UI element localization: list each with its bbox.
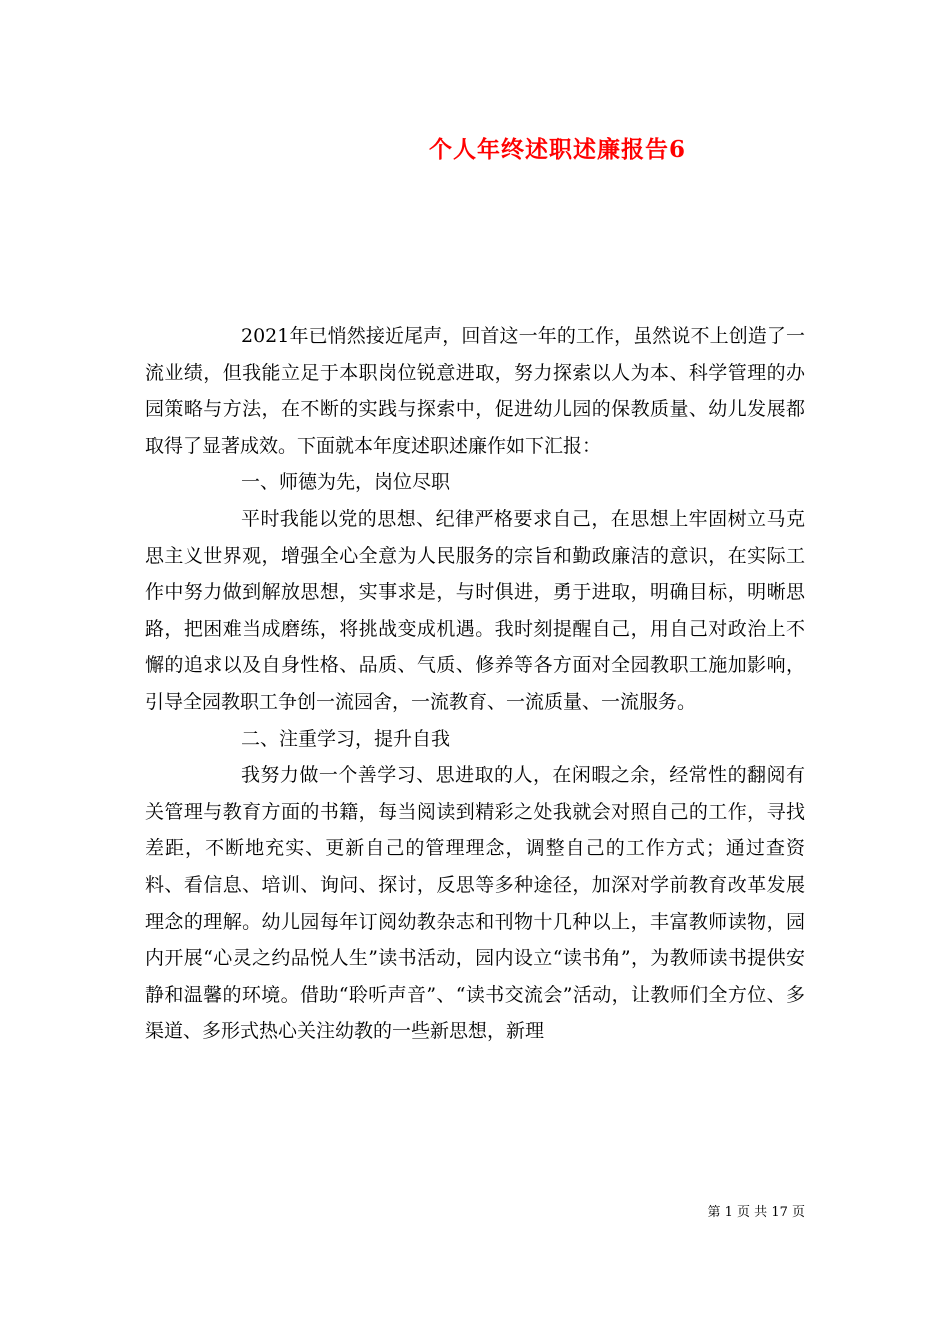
document-title (0, 132, 950, 168)
paragraph-intro: 2021年已悄然接近尾声，回首这一年的工作，虽然说不上创造了一流业绩，但我能立足于本职岗位锐意进取，努力探索以人为本、科学管理的办园策略与方法，在不断的实践与探索中，促进幼儿园的保教质量、幼儿发展都取得了显著成效。下面就本年度述职述廉作如下汇报： (145, 325, 805, 457)
paragraph-section-1: 平时我能以党的思想、纪律严格要求自己，在思想上牢固树立马克思主义世界观，增强全心全意为人民服务的宗旨和勤政廉洁的意识，在实际工作中努力做到解放思想，实事求是，与时俱进，勇于进取，明确目标，明晰思路，把困难当成磨练，将挑战变成机遇。我时刻提醒自己，用自己对政治上不懈的追求以及自身性格、品质、气质、修养等各方面对全园教职工施加影响，引导全园教职工争创一流园舍，一流教育、一流质量、一流服务。 (145, 507, 805, 713)
document-body (145, 318, 805, 1050)
paragraph-section-2: 我努力做一个善学习、思进取的人，在闲暇之余，经常性的翻阅有关管理与教育方面的书籍，每当阅读到精彩之处我就会对照自己的工作，寻找差距，不断地充实、更新自己的管理理念，调整自己的工作方式；通过查资料、看信息、培训、询问、探讨，反思等多种途径，加深对学前教育改革发展理念的理解。幼儿园每年订阅幼教杂志和刊物十几种以上，丰富教师读物，园内开展“心灵之约品悦人生”读书活动，园内设立“读书角”，为教师读书提供安静和温馨的环境。借助“聆听声音”、“读书交流会”活动，让教师们全方位、多渠道、多形式热心关注幼教的一些新思想，新理 (145, 764, 805, 1043)
document-title-text: 个人年终述职述廉报告6 (428, 136, 686, 163)
section-heading-2: 二、注重学习，提升自我 (241, 727, 451, 750)
page-number-footer: 第 1 页 共 17 页 (707, 1205, 805, 1220)
section-heading-1: 一、师德为先，岗位尽职 (241, 471, 451, 494)
